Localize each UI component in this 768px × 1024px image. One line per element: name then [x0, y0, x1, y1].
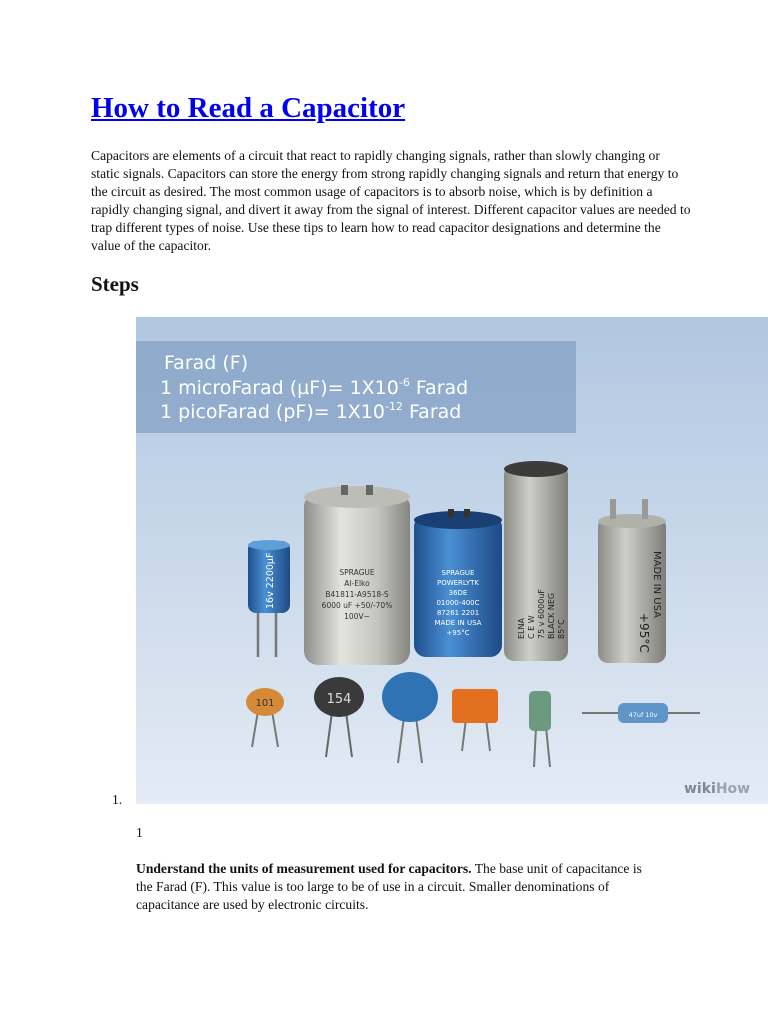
- svg-text:1 picoFarad (pF)= 1X10-12 Fara: 1 picoFarad $(pF)= 1X10^{-12}$ Farad: [160, 400, 462, 423]
- svg-text:wikiHow: wikiHow: [684, 781, 751, 797]
- svg-text:36DE: 36DE: [448, 589, 468, 597]
- svg-text:ELNA: ELNA: [517, 618, 526, 639]
- svg-text:85°C: 85°C: [557, 619, 566, 639]
- svg-text:6000 uF +50/-70%: 6000 uF +50/-70%: [321, 601, 393, 610]
- step-1-bold: Understand the units of measurement used for capacitors.: [136, 861, 472, 876]
- wikihow-watermark: [684, 781, 750, 797]
- svg-text:1 microFarad (µF)= 1X10-6 Fara: 1 microFarad $(\mu F)= 1X10^{-6}$ Farad: [160, 376, 469, 399]
- svg-text:MADE IN USA: MADE IN USA: [434, 619, 482, 627]
- elna-capacitor: [504, 461, 568, 661]
- powerlytic-capacitor: [414, 509, 502, 657]
- step-1-body: The base unit of capacitance is the Farad (F). This value is too large to be of use in a circuit. Smaller denominations of capacitance are used by electronic circuits.: [136, 861, 642, 912]
- svg-text:C E W: C E W: [527, 615, 536, 639]
- svg-text:SPRAGUE: SPRAGUE: [339, 568, 375, 577]
- svg-text:BLACK NEG: BLACK NEG: [547, 592, 556, 639]
- svg-text:75 v 6000uF: 75 v 6000uF: [537, 588, 546, 639]
- step-list-number: 1.: [112, 792, 123, 807]
- intro-paragraph: Capacitors are elements of a circuit that react to rapidly changing signals, rather than slowly changing or static signals. Capacitors can store the energy from strong rapidly changing signals and return that energy to the circuit as desired. The most common usage of capacitors is to absorb noise, which is by definition a rapidly changing signal, and divert it away from the signal of interest. Different capacitor values are needed to trap different types of noise. Use these tips to learn how to read capacitor designations and determine the value of the capacitor.: [91, 148, 691, 253]
- svg-text:POWERLYTK: POWERLYTK: [436, 579, 480, 587]
- svg-text:154: 154: [326, 692, 352, 707]
- step-1-text: [136, 860, 656, 914]
- svg-text:47uf 10v: 47uf 10v: [628, 711, 658, 719]
- svg-text:+95°C: +95°C: [637, 613, 651, 653]
- steps-heading: Steps: [91, 272, 139, 296]
- sprague-capacitor: [304, 485, 410, 665]
- svg-text:16v 2200µF: 16v 2200µF: [265, 552, 276, 609]
- svg-text:Al-Elko: Al-Elko: [344, 579, 370, 588]
- capacitor-illustration: [136, 317, 768, 804]
- svg-text:Farad (F): Farad (F): [164, 352, 249, 374]
- step-sub-number: 1: [136, 825, 143, 840]
- svg-text:B41811-A9518-S: B41811-A9518-S: [325, 590, 389, 599]
- svg-text:MADE IN USA: MADE IN USA: [651, 551, 662, 618]
- page-title[interactable]: How to Read a Capacitor: [91, 92, 406, 124]
- motor-run-capacitor: [598, 499, 666, 663]
- svg-text:101: 101: [255, 698, 275, 709]
- svg-text:01000-400C: 01000-400C: [436, 599, 480, 607]
- svg-text:SPRAGUE: SPRAGUE: [441, 569, 475, 577]
- svg-text:100V~: 100V~: [344, 612, 370, 621]
- svg-text:+95°C: +95°C: [446, 629, 470, 637]
- svg-text:87261 2201: 87261 2201: [436, 609, 480, 617]
